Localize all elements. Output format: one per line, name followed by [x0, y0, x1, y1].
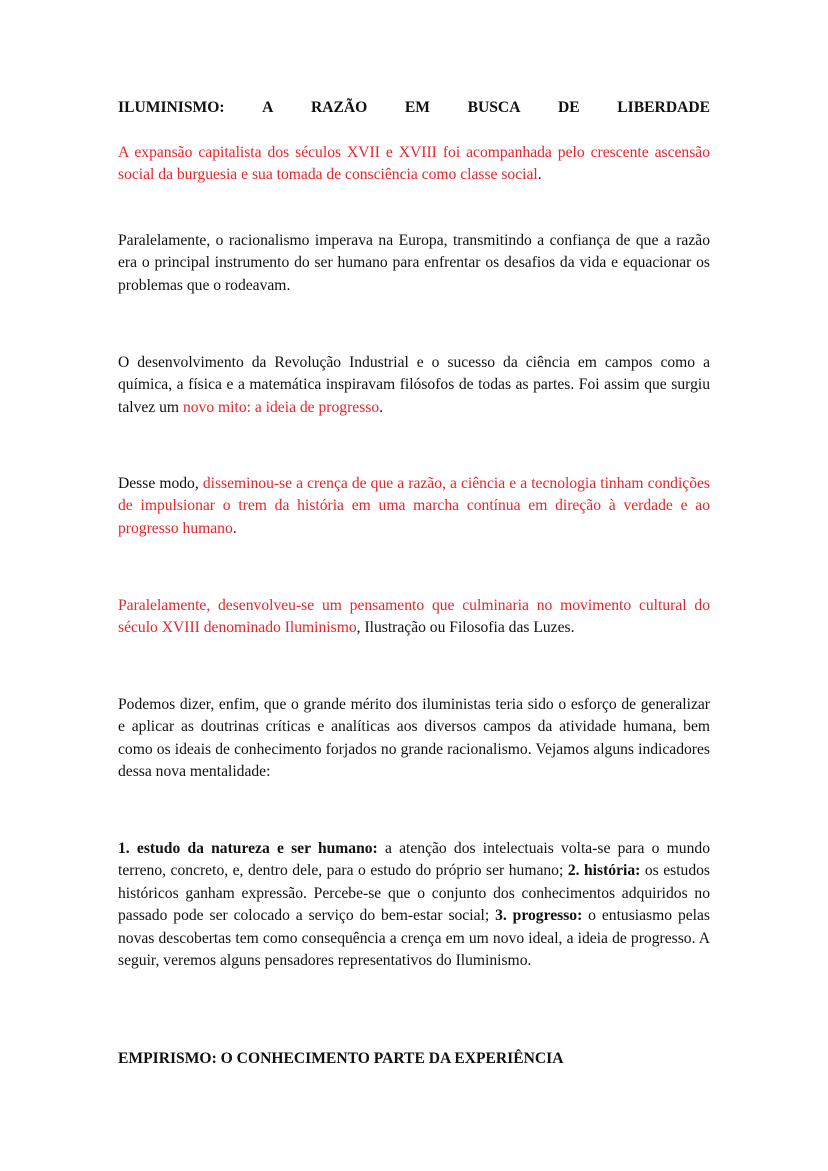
paragraph-text: Podemos dizer, enfim, que o grande mérito dos iluministas teria sido o esforço de generalizar e aplicar as doutrinas críticas e analíticas aos diversos campos da atividade humana, bem como os ideais de conhecimento forjados no grande racionalismo. Vejamos alguns indicadores dessa nova mentalidade: [118, 696, 710, 781]
indicators-list [118, 838, 710, 972]
heading-word: A [262, 99, 274, 116]
list-item-text: a atenção dos intelectuais volta-se para o mundo terreno, concreto, e, dentro dele, para o estudo do próprio ser humano; [118, 840, 710, 880]
paragraph-expansao-capitalista [118, 142, 710, 187]
heading-word: RAZÃO [310, 99, 368, 116]
heading-word: BUSCA [467, 99, 521, 116]
paragraph-iluminismo-definicao [118, 595, 710, 640]
highlighted-text: Paralelamente, desenvolveu-se um pensamento que culminaria no movimento cultural do século XVIII denominado Iluminismo [118, 597, 710, 637]
list-item-label: 3. progresso: [495, 907, 583, 925]
section-heading-empirismo: EMPIRISMO: O CONHECIMENTO PARTE DA EXPERIÊNCIA [118, 1050, 564, 1067]
paragraph-text: . [379, 398, 384, 416]
paragraph-text: Desse modo, [118, 475, 203, 492]
section-heading-iluminismo [118, 97, 710, 119]
heading-word: ILUMINISMO: [118, 99, 225, 116]
list-item-text: os estudos históricos ganham expressão. Percebe-se que o conjunto dos conhecimentos adquiridos no passado pode ser colocado a serviço do bem-estar social; [118, 862, 710, 925]
paragraph-revolucao-industrial [118, 352, 710, 419]
paragraph-racionalismo [118, 230, 710, 297]
paragraph-text: . [537, 166, 542, 184]
paragraph-merito-iluministas [118, 694, 710, 784]
list-item-label: 2. história: [567, 862, 641, 880]
paragraph-desse-modo [118, 473, 710, 540]
paragraph-text: O desenvolvimento da Revolução Industrial e o sucesso da ciência em campos como a química, a física e a matemática inspiravam filósofos de todas as partes. Foi assim que surgiu talvez um [118, 354, 710, 416]
highlighted-text: A expansão capitalista dos séculos XVII e XVIII foi acompanhada pelo crescente ascensão social da burguesia e sua tomada de consciência como classe social [118, 144, 710, 184]
highlighted-text: novo mito: a ideia de progresso [182, 398, 380, 416]
list-item-label: 1. estudo da natureza e ser humano: [118, 840, 378, 857]
highlighted-text: disseminou-se a crença de que a razão, a ciência e a tecnologia tinham condições de impulsionar o trem da história em uma marcha contínua em direção à verdade e ao progresso humano [118, 475, 710, 537]
heading-word: DE [558, 99, 580, 116]
paragraph-text: , Ilustração ou Filosofia das Luzes. [356, 619, 575, 637]
heading-word: LIBERDADE [617, 99, 710, 116]
list-item-text: o entusiasmo pelas novas descobertas tem como consequência a crença em um novo ideal, a ideia de progresso. A seguir, veremos alguns pensadores representativos do Iluminismo. [118, 907, 710, 970]
paragraph-text: . [232, 519, 237, 537]
heading-word: EM [404, 99, 431, 116]
paragraph-text: Paralelamente, o racionalismo imperava na Europa, transmitindo a confiança de que a razão era o principal instrumento do ser humano para enfrentar os desafios da vida e equacionar os problemas que o rodeavam. [118, 232, 710, 294]
